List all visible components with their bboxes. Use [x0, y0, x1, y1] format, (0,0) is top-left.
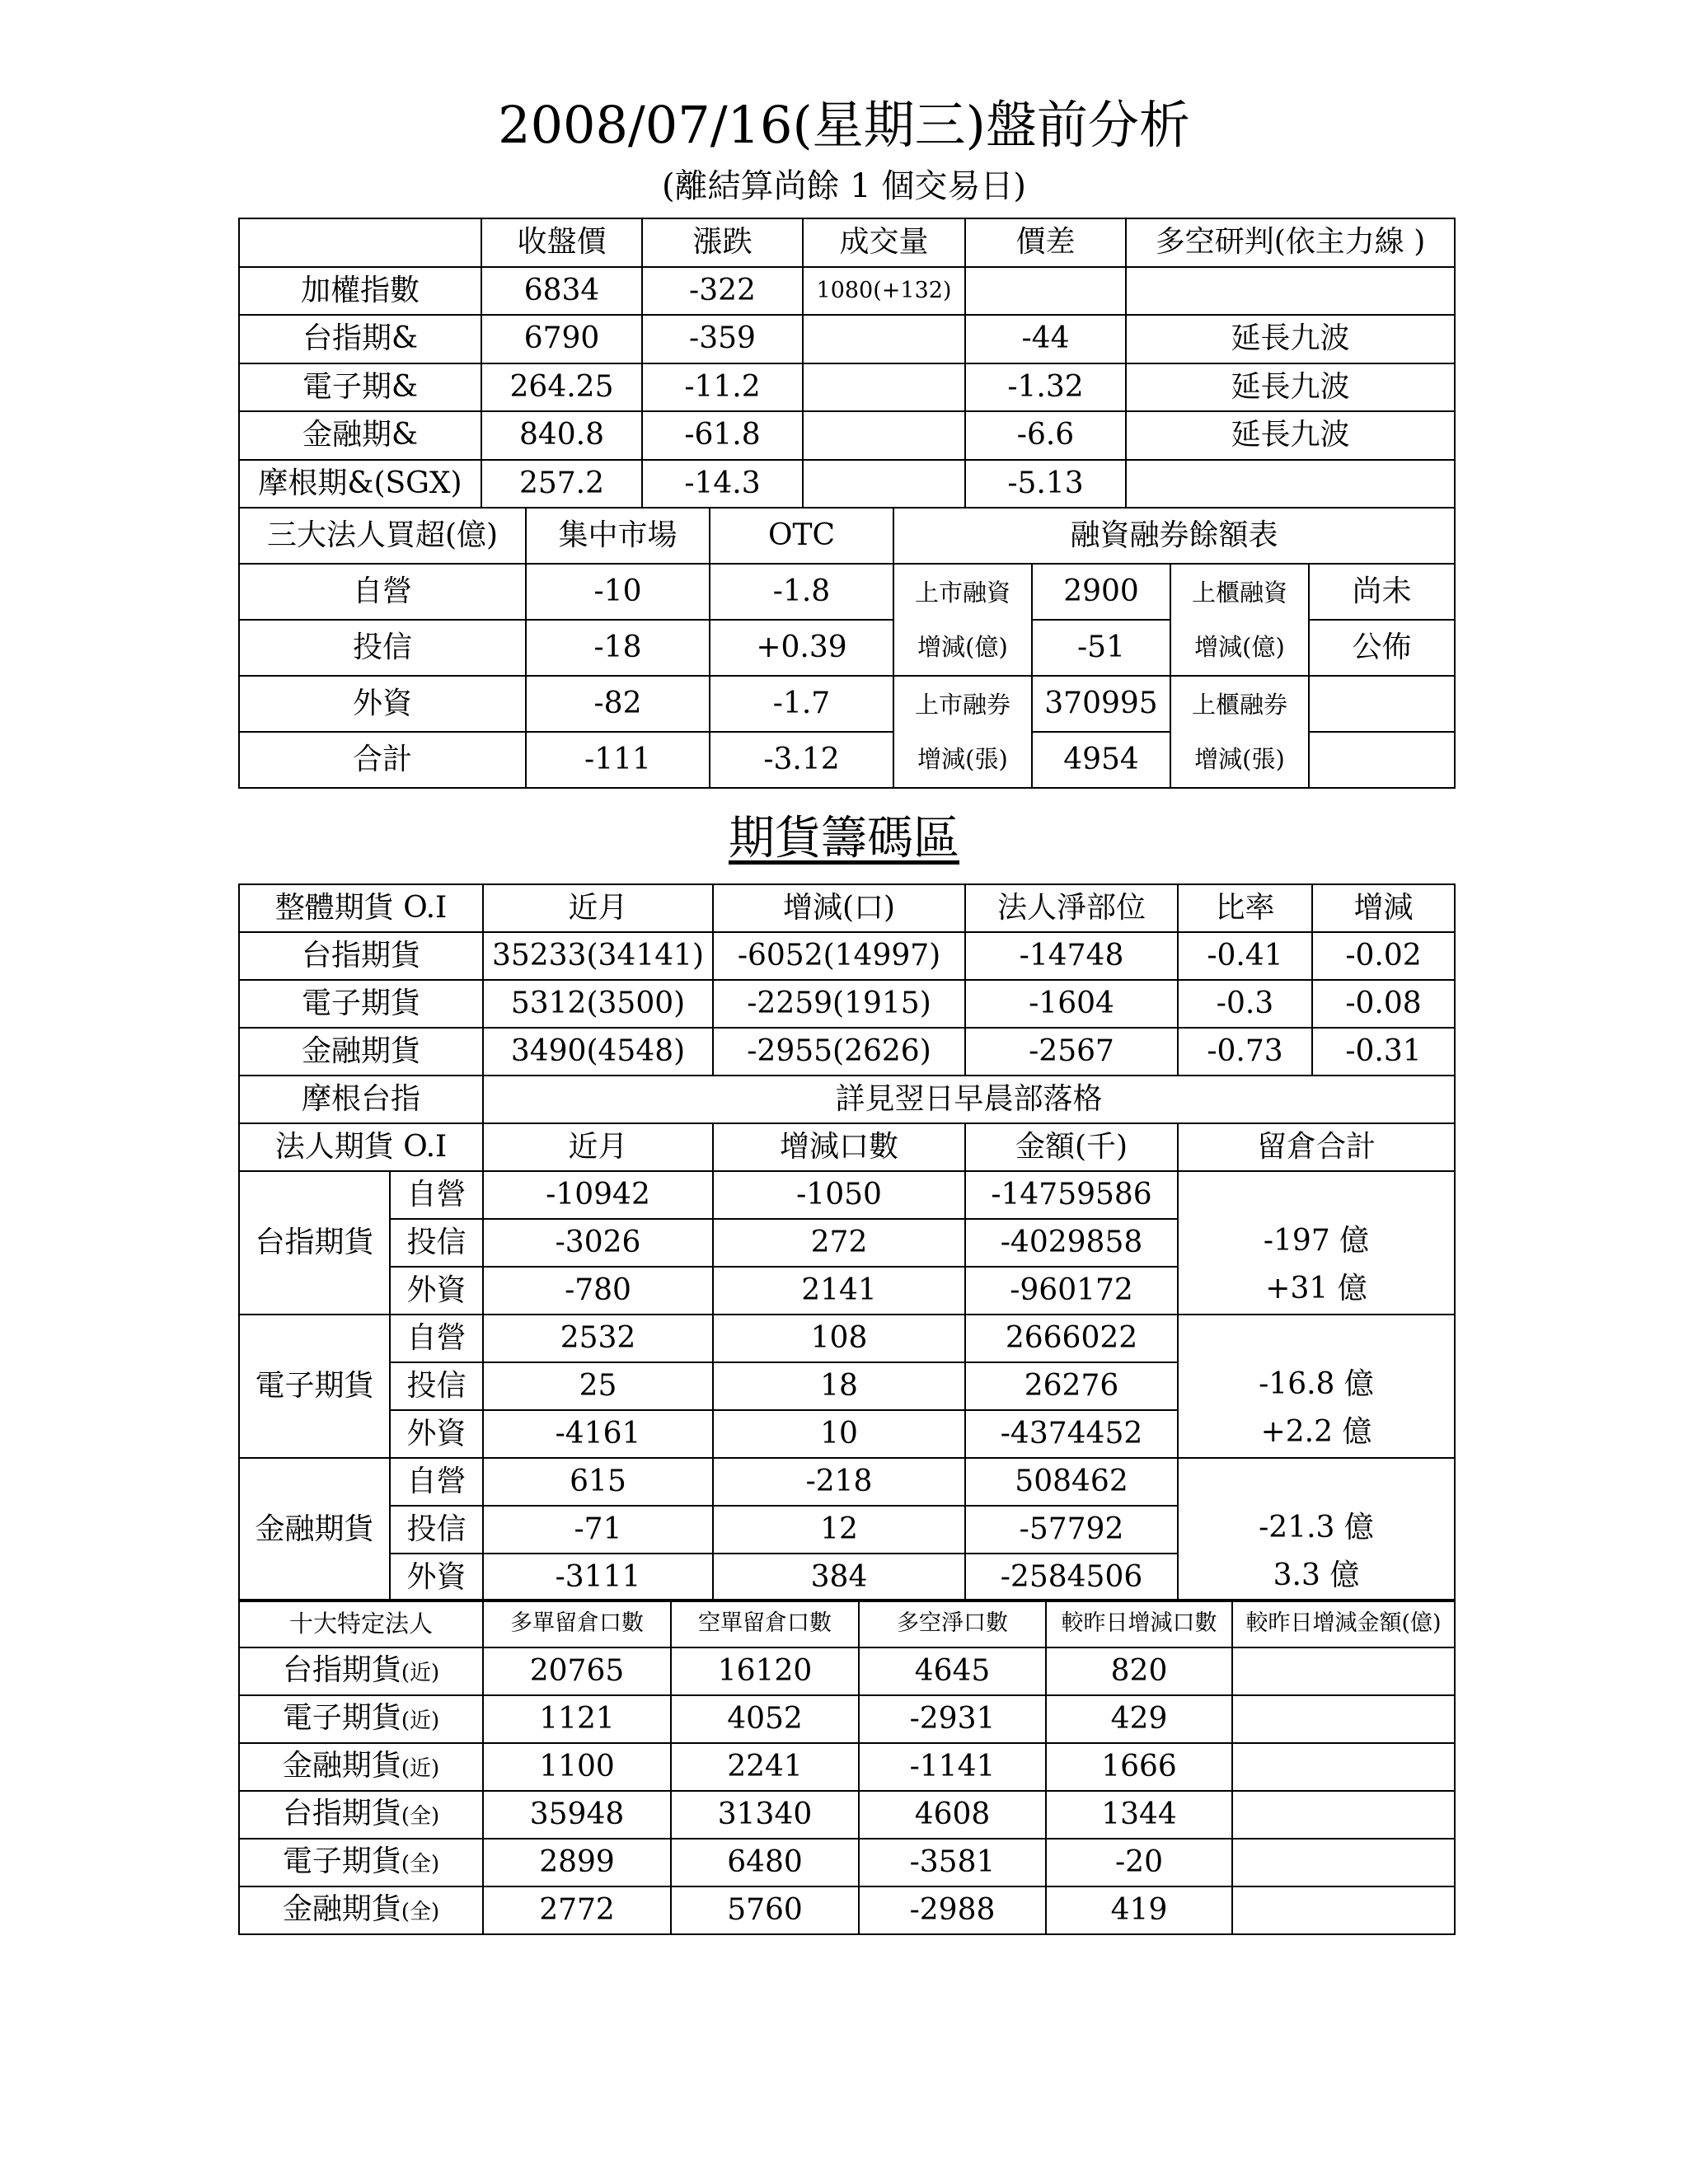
row-label-name: 金融期貨	[282, 1891, 401, 1926]
close-cell: 257.2	[481, 460, 642, 509]
table-row	[239, 1743, 1455, 1791]
amount-cell	[1232, 1886, 1455, 1934]
row-label: 自營	[239, 564, 526, 620]
row-label: 摩根台指	[239, 1076, 483, 1123]
header-cell: 增減	[1312, 884, 1455, 932]
close-cell: 6790	[481, 315, 642, 363]
volume-cell	[803, 315, 965, 363]
close-cell: 264.25	[481, 363, 642, 412]
spread-cell: -44	[965, 315, 1126, 363]
near-cell: -780	[483, 1267, 713, 1315]
delta-cell: -0.31	[1312, 1028, 1455, 1076]
table-row	[239, 1028, 1455, 1076]
judge-cell	[1126, 460, 1455, 509]
row-label: 電子期貨	[239, 980, 483, 1028]
net-cell: -2988	[859, 1886, 1046, 1934]
type-cell: 投信	[390, 1219, 483, 1267]
change-cell: 1344	[1046, 1791, 1232, 1839]
near-cell: 35233(34141)	[483, 932, 713, 980]
delta-cell: -0.02	[1312, 932, 1455, 980]
otc-finance-value: 公佈	[1309, 620, 1455, 676]
change-cell: 429	[1046, 1695, 1232, 1743]
amount-cell: -57792	[965, 1506, 1178, 1554]
otc-short-value	[1309, 732, 1455, 788]
header-cell: 多單留倉口數	[483, 1600, 671, 1647]
header-cell: 收盤價	[481, 218, 642, 267]
header-cell: OTC	[710, 508, 893, 564]
net-cell: 4608	[859, 1791, 1046, 1839]
label-line: 增減(張)	[917, 745, 1008, 773]
otc-cell: -1.8	[710, 564, 893, 620]
header-cell: 較昨日增減金額(億)	[1232, 1600, 1455, 1647]
header-cell: 比率	[1178, 884, 1312, 932]
row-label	[239, 1743, 483, 1791]
amount-cell: 2666022	[965, 1315, 1178, 1362]
ratio-cell: -0.73	[1178, 1028, 1312, 1076]
market-cell: -111	[526, 732, 710, 788]
spread-cell: -6.6	[965, 411, 1126, 460]
total-line: +31 億	[1265, 1272, 1367, 1305]
group-label: 台指期貨	[239, 1171, 390, 1315]
section-title	[0, 809, 1688, 869]
type-cell: 自營	[390, 1171, 483, 1219]
amount-cell: -960172	[965, 1267, 1178, 1315]
row-label-suffix: (近)	[401, 1660, 440, 1685]
total-line: 3.3 億	[1273, 1558, 1360, 1592]
amount-cell: -2584506	[965, 1554, 1178, 1601]
row-label-suffix: (全)	[401, 1803, 440, 1829]
type-cell: 自營	[390, 1458, 483, 1506]
label-line: 上市融資	[914, 579, 1010, 607]
spread-cell: -1.32	[965, 363, 1126, 412]
row-label: 合計	[239, 732, 526, 788]
judge-cell	[1126, 267, 1455, 316]
listed-finance-change: -51	[1032, 620, 1170, 676]
long-cell: 35948	[483, 1791, 671, 1839]
change-cell: -61.8	[642, 411, 803, 460]
net-cell: -2931	[859, 1695, 1046, 1743]
spread-cell: -5.13	[965, 460, 1126, 509]
change-cell: 10	[713, 1410, 965, 1458]
header-cell: 法人期貨 O.I	[239, 1123, 483, 1171]
table-row	[239, 315, 1455, 363]
total-cell	[1178, 1315, 1455, 1458]
otc-cell: -3.12	[710, 732, 893, 788]
judge-cell: 延長九波	[1126, 411, 1455, 460]
listed-short-balance: 370995	[1032, 676, 1170, 732]
change-cell: 108	[713, 1315, 965, 1362]
header-cell: 較昨日增減口數	[1046, 1600, 1232, 1647]
header-cell: 增減口數	[713, 1123, 965, 1171]
judge-cell: 延長九波	[1126, 315, 1455, 363]
otc-finance-value: 尚未	[1309, 564, 1455, 620]
header-cell: 整體期貨 O.I	[239, 884, 483, 932]
change-cell: 12	[713, 1506, 965, 1554]
change-cell: -20	[1046, 1839, 1232, 1886]
label-line: 上市融券	[914, 691, 1010, 719]
total-cell	[1178, 1458, 1455, 1601]
near-cell: 615	[483, 1458, 713, 1506]
otc-finance-label	[1170, 564, 1309, 676]
market-summary-table	[238, 218, 1456, 509]
type-cell: 外資	[390, 1554, 483, 1601]
label-line: 上櫃融券	[1191, 691, 1287, 719]
table-row	[239, 1695, 1455, 1743]
change-cell: -6052(14997)	[713, 932, 965, 980]
header-cell: 金額(千)	[965, 1123, 1178, 1171]
near-cell: 2532	[483, 1315, 713, 1362]
amount-cell	[1232, 1647, 1455, 1695]
long-cell: 20765	[483, 1647, 671, 1695]
header-cell	[239, 218, 481, 267]
change-cell: 384	[713, 1554, 965, 1601]
amount-cell: -4029858	[965, 1219, 1178, 1267]
otc-short-label	[1170, 676, 1309, 788]
short-cell: 16120	[671, 1647, 859, 1695]
net-cell: -1141	[859, 1743, 1046, 1791]
near-cell: -10942	[483, 1171, 713, 1219]
volume-cell: 1080(+132)	[803, 267, 965, 316]
near-cell: 5312(3500)	[483, 980, 713, 1028]
table-row	[239, 267, 1455, 316]
row-label-suffix: (全)	[401, 1851, 440, 1877]
header-cell: 近月	[483, 884, 713, 932]
total-line: -21.3 億	[1259, 1511, 1374, 1544]
top10-institutions-table	[238, 1599, 1456, 1935]
listed-short-label	[893, 676, 1032, 788]
long-cell: 1100	[483, 1743, 671, 1791]
spread-cell	[965, 267, 1126, 316]
header-cell: 集中市場	[526, 508, 710, 564]
amount-cell	[1232, 1791, 1455, 1839]
header-cell: 增減(口)	[713, 884, 965, 932]
table-row	[239, 1458, 1455, 1506]
row-label	[239, 1886, 483, 1934]
group-label: 金融期貨	[239, 1458, 390, 1601]
header-cell: 成交量	[803, 218, 965, 267]
volume-cell	[803, 411, 965, 460]
margin-header: 融資融券餘額表	[893, 508, 1455, 564]
row-label-name: 電子期貨	[282, 1700, 401, 1735]
market-cell: -10	[526, 564, 710, 620]
change-cell: -11.2	[642, 363, 803, 412]
change-cell: 272	[713, 1219, 965, 1267]
label-line: 增減(億)	[917, 633, 1008, 661]
change-cell: -2259(1915)	[713, 980, 965, 1028]
type-cell: 投信	[390, 1506, 483, 1554]
row-label: 金融期貨	[239, 1028, 483, 1076]
header-cell: 空單留倉口數	[671, 1600, 859, 1647]
change-cell: -1050	[713, 1171, 965, 1219]
change-cell: -14.3	[642, 460, 803, 509]
volume-cell	[803, 363, 965, 412]
total-cell	[1178, 1171, 1455, 1315]
header-cell: 留倉合計	[1178, 1123, 1455, 1171]
short-cell: 6480	[671, 1839, 859, 1886]
net-cell: -3581	[859, 1839, 1046, 1886]
label-line: 增減(億)	[1194, 633, 1285, 661]
otc-cell: +0.39	[710, 620, 893, 676]
judge-cell: 延長九波	[1126, 363, 1455, 412]
type-cell: 投信	[390, 1362, 483, 1410]
type-cell: 外資	[390, 1267, 483, 1315]
near-cell: -3111	[483, 1554, 713, 1601]
net-cell: -14748	[965, 932, 1178, 980]
table-header-row	[239, 1123, 1455, 1171]
header-cell: 法人淨部位	[965, 884, 1178, 932]
volume-cell	[803, 460, 965, 509]
amount-cell: 26276	[965, 1362, 1178, 1410]
table-row	[239, 676, 1455, 732]
table-header-row	[239, 1600, 1455, 1647]
institutional-margin-table	[238, 507, 1456, 789]
futures-oi-table	[238, 883, 1456, 1602]
table-header-row	[239, 218, 1455, 267]
close-cell: 6834	[481, 267, 642, 316]
amount-cell: -4374452	[965, 1410, 1178, 1458]
row-label: 電子期&	[239, 363, 481, 412]
table-row	[239, 1839, 1455, 1886]
label-line: 上櫃融資	[1191, 579, 1287, 607]
header-cell: 價差	[965, 218, 1126, 267]
table-row	[239, 1171, 1455, 1219]
row-label-name: 電子期貨	[282, 1844, 401, 1878]
row-label-name: 台指期貨	[282, 1652, 401, 1687]
near-cell: -71	[483, 1506, 713, 1554]
row-label: 台指期貨	[239, 932, 483, 980]
table-row	[239, 411, 1455, 460]
change-cell: -359	[642, 315, 803, 363]
row-label	[239, 1791, 483, 1839]
row-label-name: 金融期貨	[282, 1748, 401, 1783]
change-cell: 820	[1046, 1647, 1232, 1695]
table-header-row	[239, 884, 1455, 932]
otc-cell: -1.7	[710, 676, 893, 732]
ratio-cell: -0.3	[1178, 980, 1312, 1028]
header-cell: 近月	[483, 1123, 713, 1171]
amount-cell	[1232, 1695, 1455, 1743]
listed-finance-balance: 2900	[1032, 564, 1170, 620]
table-row	[239, 1315, 1455, 1362]
near-cell: 25	[483, 1362, 713, 1410]
table-row	[239, 1791, 1455, 1839]
short-cell: 31340	[671, 1791, 859, 1839]
change-cell: -2955(2626)	[713, 1028, 965, 1076]
net-cell: -2567	[965, 1028, 1178, 1076]
ratio-cell: -0.41	[1178, 932, 1312, 980]
change-cell: 18	[713, 1362, 965, 1410]
table-row	[239, 363, 1455, 412]
row-label: 金融期&	[239, 411, 481, 460]
delta-cell: -0.08	[1312, 980, 1455, 1028]
row-label-suffix: (全)	[401, 1899, 440, 1924]
label-line: 增減(張)	[1194, 745, 1285, 773]
change-cell: 419	[1046, 1886, 1232, 1934]
header-cell: 多空淨口數	[859, 1600, 1046, 1647]
table-row	[239, 932, 1455, 980]
long-cell: 2772	[483, 1886, 671, 1934]
group-label: 電子期貨	[239, 1315, 390, 1458]
near-cell: 3490(4548)	[483, 1028, 713, 1076]
market-cell: -82	[526, 676, 710, 732]
listed-short-change: 4954	[1032, 732, 1170, 788]
total-line: +2.2 億	[1260, 1415, 1372, 1449]
page-subtitle: (離結算尚餘 1 個交易日)	[661, 167, 1027, 205]
type-cell: 外資	[390, 1410, 483, 1458]
short-cell: 2241	[671, 1743, 859, 1791]
page-title: 2008/07/16(星期三)盤前分析	[498, 95, 1190, 155]
row-label: 加權指數	[239, 267, 481, 316]
row-label	[239, 1695, 483, 1743]
table-row	[239, 564, 1455, 620]
type-cell: 自營	[390, 1315, 483, 1362]
header-cell: 多空研判(依主力線 )	[1126, 218, 1455, 267]
row-label-suffix: (近)	[401, 1755, 440, 1781]
row-label	[239, 1647, 483, 1695]
net-cell: 4645	[859, 1647, 1046, 1695]
net-cell: -1604	[965, 980, 1178, 1028]
header-cell: 漲跌	[642, 218, 803, 267]
row-label-suffix: (近)	[401, 1708, 440, 1733]
near-cell: -3026	[483, 1219, 713, 1267]
short-cell: 4052	[671, 1695, 859, 1743]
amount-cell	[1232, 1839, 1455, 1886]
header-cell: 十大特定法人	[239, 1600, 483, 1647]
row-label: 外資	[239, 676, 526, 732]
otc-short-value	[1309, 676, 1455, 732]
row-label	[239, 1839, 483, 1886]
total-line: -16.8 億	[1259, 1367, 1374, 1401]
change-cell: -322	[642, 267, 803, 316]
amount-cell: -14759586	[965, 1171, 1178, 1219]
row-label: 投信	[239, 620, 526, 676]
row-label: 台指期&	[239, 315, 481, 363]
long-cell: 1121	[483, 1695, 671, 1743]
market-cell: -18	[526, 620, 710, 676]
total-line: -197 億	[1263, 1224, 1370, 1258]
table-header-row	[239, 508, 1455, 564]
table-row	[239, 1647, 1455, 1695]
table-row	[239, 460, 1455, 509]
row-label: 摩根期&(SGX)	[239, 460, 481, 509]
table-row	[239, 1076, 1455, 1123]
section-title-text: 期貨籌碼區	[729, 812, 959, 865]
table-row	[239, 980, 1455, 1028]
near-cell: -4161	[483, 1410, 713, 1458]
change-cell: 1666	[1046, 1743, 1232, 1791]
header-cell: 三大法人買超(億)	[239, 508, 526, 564]
short-cell: 5760	[671, 1886, 859, 1934]
row-label-name: 台指期貨	[282, 1796, 401, 1830]
close-cell: 840.8	[481, 411, 642, 460]
table-row	[239, 1886, 1455, 1934]
long-cell: 2899	[483, 1839, 671, 1886]
listed-finance-label	[893, 564, 1032, 676]
morgan-note: 詳見翌日早晨部落格	[483, 1076, 1455, 1123]
amount-cell: 508462	[965, 1458, 1178, 1506]
amount-cell	[1232, 1743, 1455, 1791]
change-cell: 2141	[713, 1267, 965, 1315]
change-cell: -218	[713, 1458, 965, 1506]
